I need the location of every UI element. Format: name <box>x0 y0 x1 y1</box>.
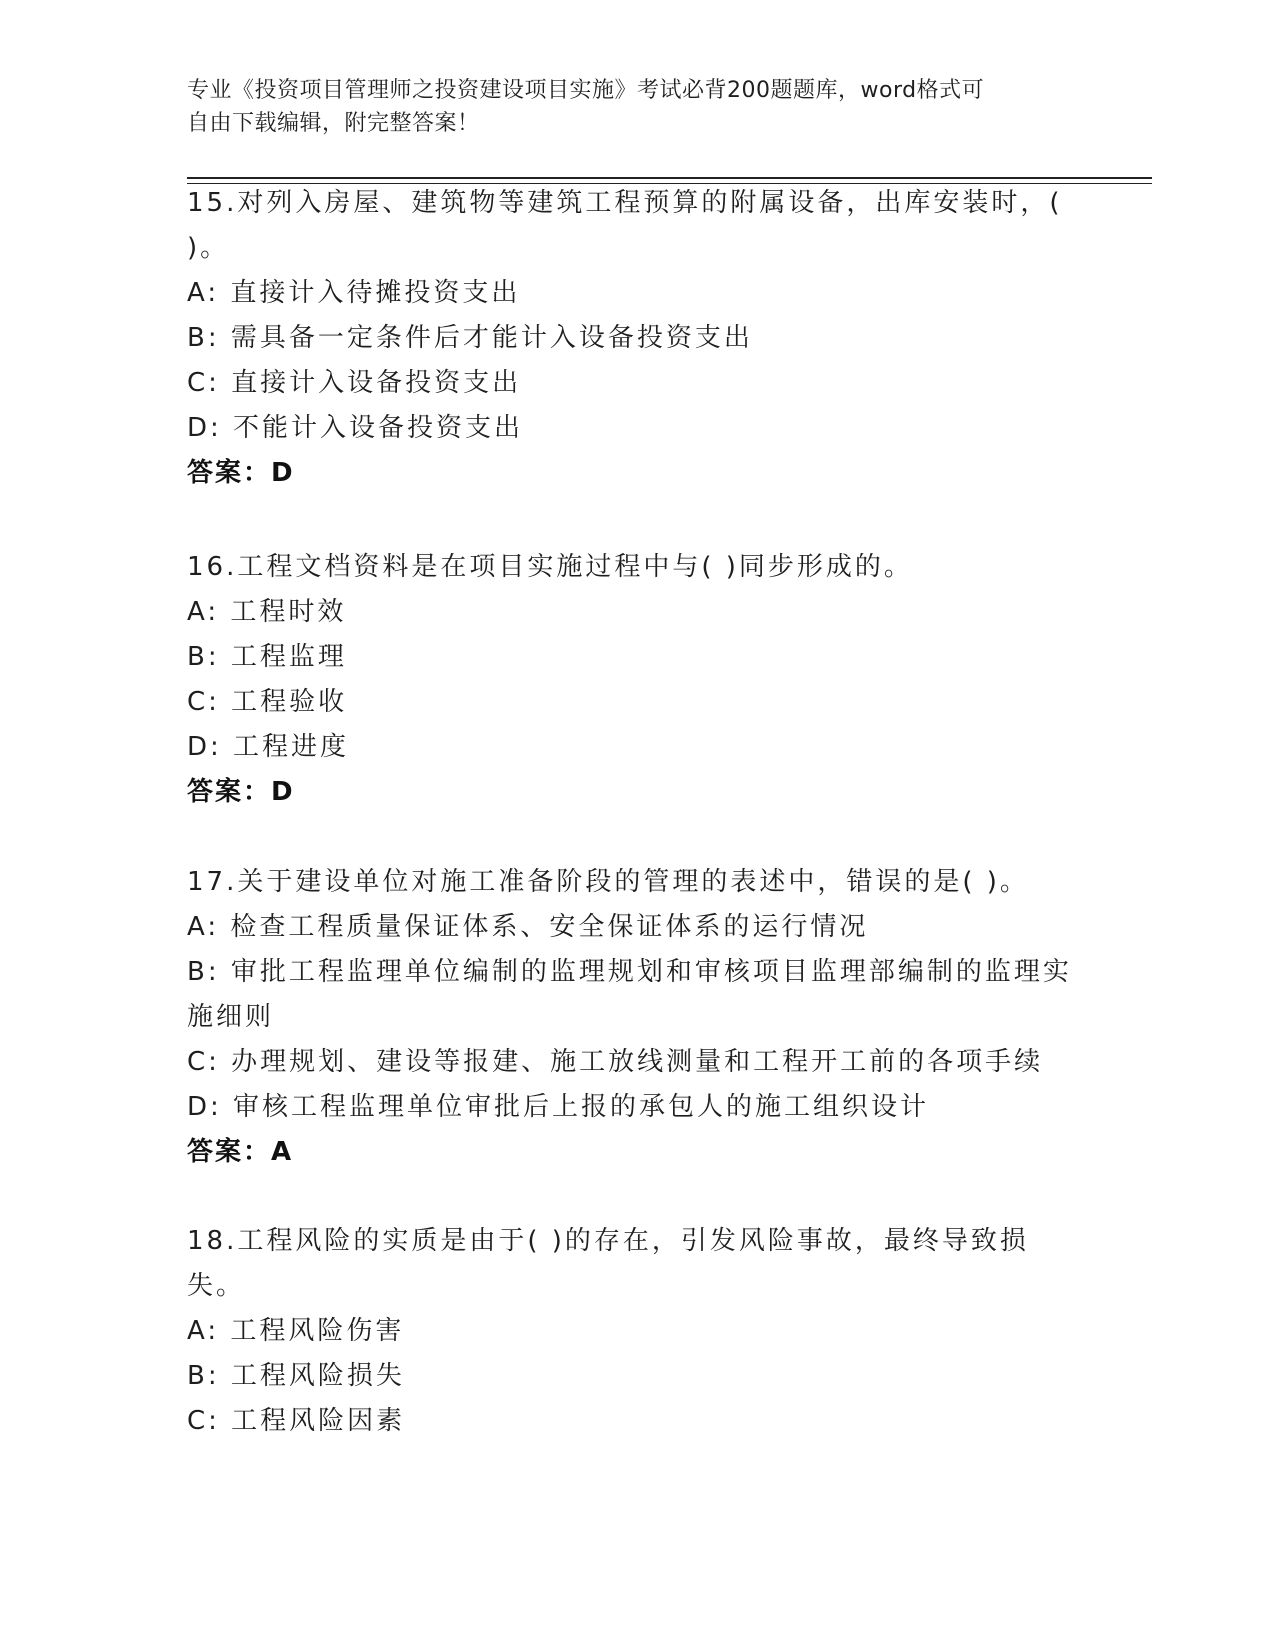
question-stem: 18.工程风险的实质是由于( )的存在，引发风险事故，最终导致损 <box>187 1226 1029 1256</box>
answer: 答案：A <box>187 1137 294 1167</box>
option-d: D: 工程进度 <box>187 732 350 762</box>
header-divider-thick <box>187 177 1152 179</box>
option-b: B: 需具备一定条件后才能计入设备投资支出 <box>187 323 753 353</box>
option-c: C: 直接计入设备投资支出 <box>187 368 522 398</box>
option-a: A: 直接计入待摊投资支出 <box>187 278 521 308</box>
answer: 答案：D <box>187 777 295 807</box>
question-stem: 17.关于建设单位对施工准备阶段的管理的表述中，错误的是( )。 <box>187 867 1029 897</box>
header-line-2: 自由下载编辑，附完整答案！ <box>187 111 480 136</box>
option-d: D: 审核工程监理单位审批后上报的承包人的施工组织设计 <box>187 1092 930 1122</box>
option-b: B: 审批工程监理单位编制的监理规划和审核项目监理部编制的监理实 <box>187 957 1072 987</box>
option-a: A: 工程时效 <box>187 597 347 627</box>
option-a: A: 工程风险伤害 <box>187 1316 405 1346</box>
question-stem: 16.工程文档资料是在项目实施过程中与( )同步形成的。 <box>187 552 913 582</box>
header-line-1: 专业《投资项目管理师之投资建设项目实施》考试必背200题题库，word格式可 <box>187 78 985 103</box>
question-18 <box>187 1219 1077 1444</box>
question-16 <box>187 545 1077 815</box>
option-c: C: 工程风险因素 <box>187 1406 406 1436</box>
question-stem-continued: )。 <box>187 233 230 263</box>
option-d: D: 不能计入设备投资支出 <box>187 413 524 443</box>
option-b: B: 工程监理 <box>187 642 347 672</box>
option-b-continued: 施细则 <box>187 1002 275 1032</box>
option-c: C: 办理规划、建设等报建、施工放线测量和工程开工前的各项手续 <box>187 1047 1044 1077</box>
option-c: C: 工程验收 <box>187 687 348 717</box>
question-15 <box>187 181 1077 496</box>
answer: 答案：D <box>187 458 295 488</box>
document-header <box>187 74 1067 140</box>
question-stem: 15.对列入房屋、建筑物等建筑工程预算的附属设备，出库安装时，( <box>187 188 1063 218</box>
option-b: B: 工程风险损失 <box>187 1361 405 1391</box>
question-17 <box>187 860 1077 1175</box>
question-stem-continued: 失。 <box>187 1271 246 1301</box>
option-a: A: 检查工程质量保证体系、安全保证体系的运行情况 <box>187 912 869 942</box>
